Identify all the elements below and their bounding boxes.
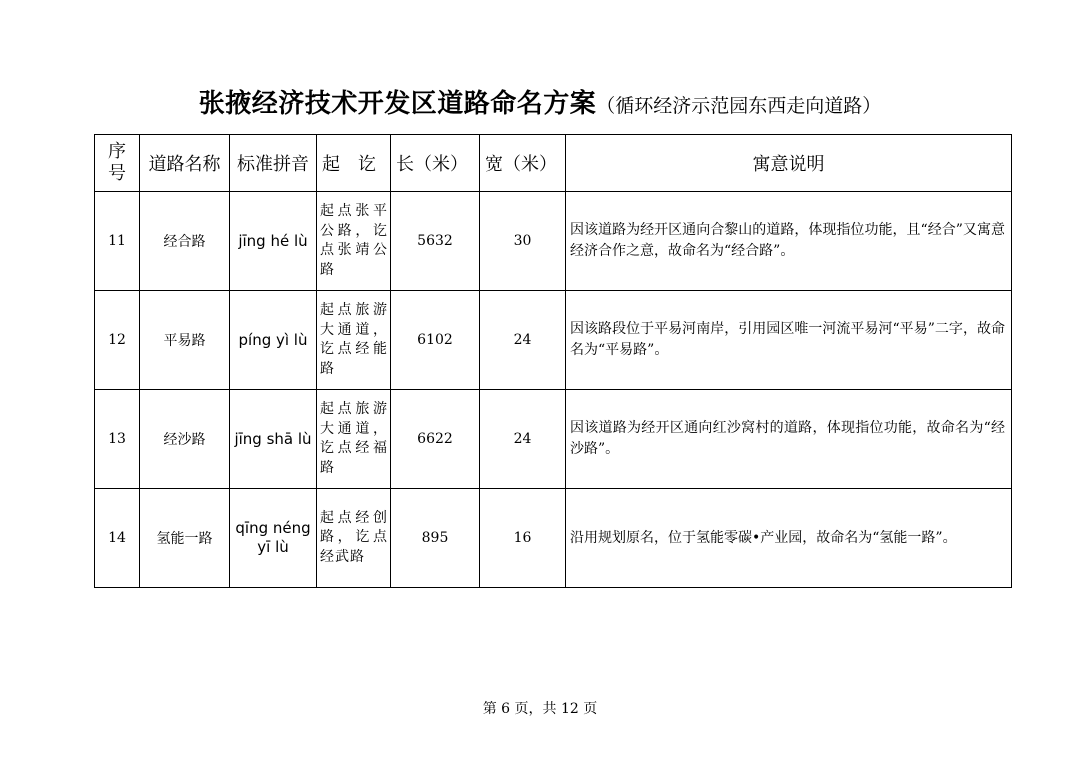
cell-seq: 12	[95, 291, 140, 390]
cell-road-name: 平易路	[140, 291, 230, 390]
table-row	[95, 291, 1012, 390]
header-range: 起 讫	[317, 135, 391, 192]
cell-meaning: 沿用规划原名，位于氢能零碳•产业园，故命名为“氢能一路”。	[566, 489, 1012, 588]
cell-width: 24	[480, 390, 566, 489]
title-main: 张掖经济技术开发区道路命名方案	[198, 89, 597, 119]
cell-width: 16	[480, 489, 566, 588]
header-name: 道路名称	[140, 135, 230, 192]
cell-road-name: 经沙路	[140, 390, 230, 489]
cell-meaning: 因该路段位于平易河南岸，引用园区唯一河流平易河“平易”二字，故命名为“平易路”。	[566, 291, 1012, 390]
cell-seq: 13	[95, 390, 140, 489]
cell-range: 起点经创路，讫点经武路	[317, 489, 391, 588]
header-seq: 序号	[95, 135, 140, 192]
cell-seq: 14	[95, 489, 140, 588]
cell-meaning: 因该道路为经开区通向红沙窝村的道路，体现指位功能，故命名为“经沙路”。	[566, 390, 1012, 489]
page-title	[0, 83, 1080, 120]
cell-pinyin: píng yì lù	[230, 291, 317, 390]
table-row	[95, 489, 1012, 588]
cell-length: 6102	[391, 291, 480, 390]
cell-pinyin: jīng shā lù	[230, 390, 317, 489]
cell-width: 24	[480, 291, 566, 390]
cell-road-name: 经合路	[140, 192, 230, 291]
cell-length: 5632	[391, 192, 480, 291]
table-row	[95, 390, 1012, 489]
cell-width: 30	[480, 192, 566, 291]
title-subtitle: （循环经济示范园东西走向道路）	[596, 95, 882, 117]
header-length: 长（米）	[391, 135, 480, 192]
cell-meaning: 因该道路为经开区通向合黎山的道路，体现指位功能，且“经合”又寓意经济合作之意，故命名为“经合路”。	[566, 192, 1012, 291]
cell-range: 起点张平公路，讫点张靖公路	[317, 192, 391, 291]
table-row	[95, 192, 1012, 291]
header-width: 宽（米）	[480, 135, 566, 192]
table-header-row	[95, 135, 1012, 192]
cell-road-name: 氢能一路	[140, 489, 230, 588]
cell-length: 895	[391, 489, 480, 588]
cell-range: 起点旅游大通道，讫点经福路	[317, 390, 391, 489]
header-pinyin: 标准拼音	[230, 135, 317, 192]
cell-length: 6622	[391, 390, 480, 489]
cell-range: 起点旅游大通道，讫点经能路	[317, 291, 391, 390]
header-meaning: 寓意说明	[566, 135, 1012, 192]
cell-seq: 11	[95, 192, 140, 291]
road-naming-table	[94, 134, 1012, 588]
cell-pinyin: qīng néng yī lù	[230, 489, 317, 588]
page-number-footer: 第 6 页，共 12 页	[482, 701, 598, 717]
cell-pinyin: jīng hé lù	[230, 192, 317, 291]
